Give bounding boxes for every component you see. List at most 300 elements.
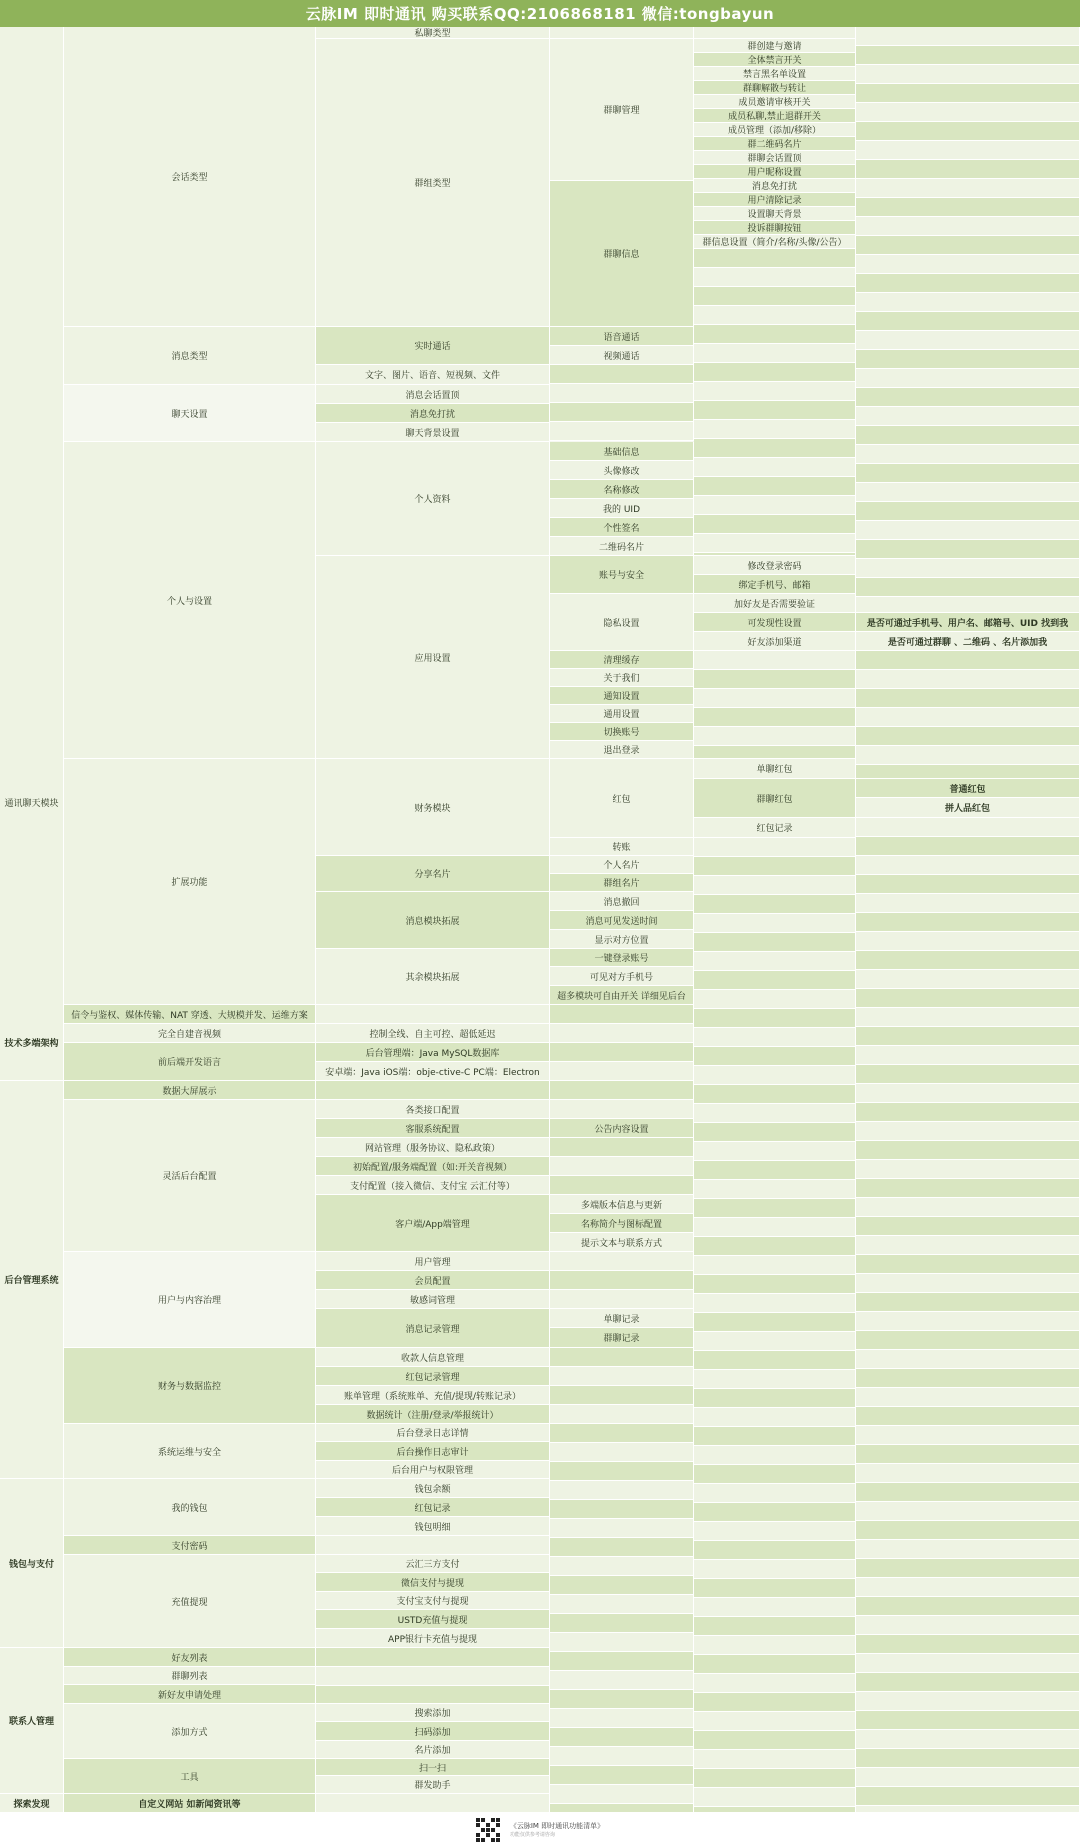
- table-cell-feature: [316, 1610, 550, 1629]
- table-cell-category: [64, 759, 316, 1005]
- cell-label: 退出登录: [603, 746, 640, 756]
- empty-cell: [856, 236, 1080, 255]
- cell-label: 个人与设置: [166, 596, 212, 607]
- empty-cell: [694, 1503, 856, 1522]
- empty-cell: [856, 331, 1080, 350]
- cell-label: 名称简介与图标配置: [580, 1219, 662, 1230]
- cell-label: 普通红包: [949, 784, 986, 795]
- empty-cell: [550, 1405, 694, 1424]
- cell-label: 是否可通过手机号、用户名、邮箱号、UID 找到我: [866, 618, 1069, 629]
- cell-label: 数据统计（注册/登录/举报统计）: [366, 1410, 499, 1421]
- empty-cell: [694, 1104, 856, 1123]
- cell-label: 聊天设置: [171, 409, 208, 420]
- cell-label: 完全自建音视频: [157, 1029, 221, 1040]
- empty-cell: [694, 1047, 856, 1066]
- table-cell-detail: [694, 632, 856, 651]
- cell-label: 其余模块拓展: [405, 973, 460, 983]
- table-cell-subfeature: [550, 518, 694, 537]
- table-cell-feature: [316, 1138, 550, 1157]
- cell-label: 红包: [612, 794, 631, 805]
- empty-cell: [694, 553, 856, 556]
- cell-label: 单聊记录: [603, 1314, 640, 1325]
- empty-cell: [856, 1122, 1080, 1141]
- empty-cell: [694, 534, 856, 553]
- empty-cell: [550, 1747, 694, 1766]
- table-cell-feature: [316, 1442, 550, 1461]
- table-cell-category: [64, 1252, 316, 1348]
- cell-label: 数据大屏展示: [162, 1086, 217, 1097]
- empty-cell: [694, 344, 856, 363]
- table-cell-detail: [694, 81, 856, 95]
- empty-cell: [694, 1446, 856, 1465]
- cell-label: 前后端开发语言: [157, 1058, 221, 1068]
- cell-label: 提示文本与联系方式: [580, 1238, 662, 1249]
- qr-module: [481, 1818, 485, 1822]
- empty-cell: [694, 1294, 856, 1313]
- feature-table: [0, 27, 1080, 1813]
- table-cell-category: [64, 442, 316, 759]
- empty-cell: [550, 1386, 694, 1405]
- empty-cell: [856, 1160, 1080, 1179]
- empty-cell: [694, 27, 856, 39]
- table-cell-note: [856, 798, 1080, 818]
- empty-cell: [550, 1766, 694, 1785]
- empty-cell: [694, 1142, 856, 1161]
- empty-cell: [694, 325, 856, 344]
- empty-cell: [694, 268, 856, 287]
- empty-cell: [856, 1217, 1080, 1236]
- empty-cell: [694, 477, 856, 496]
- empty-cell: [856, 1141, 1080, 1160]
- empty-cell: [550, 1785, 694, 1804]
- cell-label: 视频通话: [603, 351, 640, 362]
- table-cell-feature: [316, 1062, 550, 1081]
- cell-label: 成员邀请审核开关: [738, 98, 811, 108]
- table-cell-feature: [316, 404, 550, 423]
- empty-cell: [856, 597, 1080, 613]
- table-cell-detail: [694, 67, 856, 81]
- cell-label: 好友列表: [171, 1653, 208, 1664]
- table-cell-module: [0, 1794, 64, 1813]
- cell-label: 会话类型: [171, 173, 208, 183]
- empty-cell: [694, 1560, 856, 1579]
- cell-label: 技术多端架构: [4, 1039, 59, 1049]
- table-cell-category: [64, 1348, 316, 1424]
- qr-module: [491, 1828, 495, 1832]
- table-cell-feature: [316, 1157, 550, 1176]
- empty-cell: [856, 1578, 1080, 1597]
- table-cell-category: [64, 1685, 316, 1704]
- table-cell-category: [64, 1555, 316, 1648]
- cell-label: 成员私聊,禁止退群开关: [728, 112, 821, 122]
- empty-cell: [694, 496, 856, 515]
- table-cell-subfeature: [550, 741, 694, 759]
- empty-cell: [856, 1521, 1080, 1540]
- table-cell-subfeature: [550, 1214, 694, 1233]
- qr-module: [476, 1818, 480, 1822]
- empty-cell: [856, 1046, 1080, 1065]
- empty-cell: [856, 483, 1080, 502]
- cell-label: 群聊会话置顶: [747, 154, 802, 164]
- table-cell-detail: [694, 123, 856, 137]
- empty-cell: [856, 27, 1080, 46]
- cell-label: 消息免打扰: [409, 409, 455, 420]
- empty-cell: [856, 1274, 1080, 1293]
- table-cell-feature: [316, 1629, 550, 1648]
- table-cell-subfeature: [550, 594, 694, 651]
- qr-module: [476, 1828, 480, 1832]
- cell-label: 应用设置: [414, 653, 451, 664]
- qr-module: [491, 1838, 495, 1842]
- empty-cell: [856, 765, 1080, 779]
- cell-label: 名片添加: [414, 1746, 451, 1756]
- table-cell-feature: [316, 1290, 550, 1309]
- qr-module: [476, 1833, 480, 1837]
- empty-cell: [550, 1157, 694, 1176]
- table-cell-category: [64, 1100, 316, 1252]
- empty-cell: [550, 1633, 694, 1652]
- empty-cell: [856, 1103, 1080, 1122]
- cell-label: 账号与安全: [598, 571, 644, 581]
- qr-module: [481, 1828, 485, 1832]
- cell-label: 全体禁言开关: [747, 56, 802, 66]
- table-cell-feature: [316, 1100, 550, 1119]
- empty-cell: [550, 1709, 694, 1728]
- table-cell-subfeature: [550, 480, 694, 499]
- empty-cell: [856, 426, 1080, 445]
- empty-cell: [694, 1674, 856, 1693]
- table-cell-feature: [316, 1386, 550, 1405]
- empty-cell: [694, 1237, 856, 1256]
- cell-label: 灵活后台配置: [162, 1172, 217, 1182]
- qr-module: [476, 1823, 480, 1827]
- empty-cell: [856, 1806, 1080, 1813]
- table-cell-feature: [316, 1271, 550, 1290]
- table-cell-module: [0, 1005, 64, 1081]
- empty-cell: [550, 1519, 694, 1538]
- empty-cell: [694, 933, 856, 952]
- cell-label: 新好友申请处理: [157, 1690, 221, 1701]
- empty-cell: [550, 384, 694, 403]
- empty-cell: [694, 1750, 856, 1769]
- empty-cell: [856, 217, 1080, 236]
- cell-label: 系统运维与安全: [157, 1447, 221, 1458]
- cell-label: 财务与数据监控: [157, 1382, 221, 1392]
- cell-label: 群聊列表: [171, 1672, 208, 1682]
- table-cell-feature: [316, 1424, 550, 1442]
- empty-cell: [856, 1483, 1080, 1502]
- empty-cell: [694, 1598, 856, 1617]
- empty-cell: [550, 1424, 694, 1443]
- empty-cell: [550, 1500, 694, 1519]
- empty-cell: [856, 369, 1080, 388]
- cell-label: 客服系统配置: [405, 1124, 460, 1135]
- empty-cell: [550, 365, 694, 384]
- table-cell-subfeature: [550, 759, 694, 838]
- empty-cell: [550, 1100, 694, 1119]
- cell-label: 红包记录: [414, 1503, 451, 1514]
- table-cell-subfeature: [550, 723, 694, 741]
- empty-cell: [694, 670, 856, 689]
- empty-cell: [856, 1331, 1080, 1350]
- table-cell-detail: [694, 207, 856, 221]
- page-title-banner: [0, 0, 1080, 27]
- empty-cell: [856, 651, 1080, 670]
- empty-cell: [856, 1008, 1080, 1027]
- empty-cell: [550, 422, 694, 441]
- table-cell-category: [64, 1648, 316, 1667]
- empty-cell: [856, 1445, 1080, 1464]
- table-cell-feature: [316, 1176, 550, 1195]
- cell-label: 消息类型: [171, 352, 208, 362]
- cell-label: 控制全线、自主可控、超低延迟: [369, 1029, 496, 1040]
- empty-cell: [856, 407, 1080, 426]
- qr-module: [491, 1818, 495, 1822]
- table-cell-feature: [316, 1498, 550, 1517]
- cell-label: 后台操作日志审计: [396, 1447, 469, 1458]
- table-cell-feature: [316, 1517, 550, 1536]
- cell-label: 二维码名片: [598, 542, 644, 553]
- empty-cell: [550, 1690, 694, 1709]
- table-cell-feature: [316, 1722, 550, 1741]
- table-cell-detail: [694, 818, 856, 838]
- empty-cell: [856, 350, 1080, 369]
- table-cell-feature: [316, 385, 550, 404]
- empty-cell: [856, 1179, 1080, 1198]
- empty-cell: [694, 876, 856, 895]
- empty-cell: [550, 1348, 694, 1367]
- qr-module: [496, 1833, 500, 1837]
- empty-cell: [694, 382, 856, 401]
- empty-cell: [856, 1388, 1080, 1407]
- table-cell-feature: [316, 1759, 550, 1776]
- empty-cell: [694, 1788, 856, 1807]
- empty-cell: [550, 1614, 694, 1633]
- empty-cell: [856, 894, 1080, 913]
- empty-cell: [694, 1066, 856, 1085]
- table-cell-category: [64, 1479, 316, 1536]
- empty-cell: [550, 1005, 694, 1024]
- empty-cell: [856, 1559, 1080, 1578]
- table-cell-note: [856, 632, 1080, 651]
- table-cell-detail: [694, 759, 856, 779]
- table-cell-subfeature: [550, 967, 694, 986]
- empty-cell: [550, 1271, 694, 1290]
- cell-label: 微信支付与提现: [400, 1578, 464, 1589]
- cell-label: 消息会话置顶: [405, 390, 460, 401]
- empty-cell: [694, 439, 856, 458]
- cell-label: 可发现性设置: [747, 618, 802, 629]
- empty-cell: [694, 1712, 856, 1731]
- table-cell-detail: [694, 95, 856, 109]
- cell-label: 群组名片: [603, 879, 640, 889]
- table-cell-subfeature: [550, 687, 694, 705]
- table-cell-subfeature: [550, 1119, 694, 1138]
- table-cell-subfeature: [550, 669, 694, 687]
- cell-label: 消息模块拓展: [405, 916, 460, 927]
- empty-cell: [856, 1540, 1080, 1559]
- cell-label: 钱包明细: [414, 1522, 451, 1533]
- empty-cell: [856, 1749, 1080, 1768]
- empty-cell: [856, 689, 1080, 708]
- table-cell-detail: [694, 109, 856, 123]
- table-cell-module: [0, 1081, 64, 1479]
- cell-label: 分享名片: [414, 870, 451, 880]
- qr-module: [486, 1828, 490, 1832]
- cell-label: 敏感词管理: [409, 1295, 455, 1306]
- empty-cell: [694, 306, 856, 325]
- table-cell-detail: [694, 137, 856, 151]
- table-cell-detail: [694, 53, 856, 67]
- table-cell-feature: [316, 1405, 550, 1424]
- table-cell-detail: [694, 613, 856, 632]
- empty-cell: [694, 1123, 856, 1142]
- qr-module: [481, 1833, 485, 1837]
- cell-label: 群聊信息: [603, 250, 640, 260]
- table-cell-detail: [694, 575, 856, 594]
- table-cell-feature: [316, 856, 550, 892]
- cell-label: 搜索添加: [414, 1709, 451, 1719]
- empty-cell: [856, 1654, 1080, 1673]
- table-cell-subfeature: [550, 986, 694, 1005]
- cell-label: 群聊红包: [756, 794, 793, 805]
- cell-label: 群二维码名片: [747, 140, 802, 150]
- cell-label: 后台管理端：Java MySQL数据库: [365, 1048, 500, 1059]
- empty-cell: [694, 746, 856, 759]
- empty-cell: [856, 1312, 1080, 1331]
- empty-cell: [694, 420, 856, 439]
- table-cell-detail: [694, 556, 856, 575]
- empty-cell: [694, 1636, 856, 1655]
- table-cell-detail: [694, 193, 856, 207]
- cell-label: 消息撤回: [603, 897, 640, 908]
- table-cell-subfeature: [550, 442, 694, 461]
- cell-label: 扫一扫: [418, 1763, 446, 1774]
- cell-label: 群创建与邀请: [747, 42, 802, 52]
- empty-cell: [856, 913, 1080, 932]
- empty-cell: [856, 160, 1080, 179]
- table-cell-category: [64, 27, 316, 327]
- empty-cell: [694, 971, 856, 990]
- footer: [0, 1813, 1080, 1846]
- empty-cell: [856, 951, 1080, 970]
- empty-cell: [856, 312, 1080, 331]
- table-cell-feature: [316, 1024, 550, 1043]
- empty-cell: [694, 515, 856, 534]
- qr-module: [481, 1823, 485, 1827]
- table-cell-module: [0, 1479, 64, 1648]
- empty-cell: [694, 363, 856, 382]
- table-cell-category: [64, 385, 316, 442]
- cell-label: 通知设置: [603, 692, 640, 702]
- cell-label: 添加方式: [171, 1727, 208, 1738]
- cell-label: 单聊红包: [756, 765, 793, 775]
- table-cell-note: [856, 613, 1080, 632]
- empty-cell: [550, 1176, 694, 1195]
- qr-module: [491, 1833, 495, 1837]
- empty-cell: [856, 1768, 1080, 1787]
- table-cell-feature: [316, 365, 550, 385]
- cell-label: USTD充值与提现: [397, 1615, 468, 1626]
- empty-cell: [856, 1084, 1080, 1103]
- cell-label: 实时通话: [414, 342, 451, 352]
- empty-cell: [550, 1481, 694, 1500]
- cell-label: 名称修改: [603, 485, 640, 496]
- empty-cell: [856, 521, 1080, 540]
- cell-label: 群聊记录: [603, 1334, 640, 1344]
- empty-cell: [856, 1711, 1080, 1730]
- empty-cell: [550, 1443, 694, 1462]
- empty-cell: [694, 1484, 856, 1503]
- empty-cell: [856, 1293, 1080, 1312]
- table-cell-subfeature: [550, 892, 694, 911]
- cell-label: 拼人品红包: [944, 804, 990, 814]
- table-cell-feature: [316, 1704, 550, 1722]
- empty-cell: [694, 1028, 856, 1047]
- empty-cell: [550, 1043, 694, 1062]
- cell-label: 聊天背景设置: [405, 428, 460, 439]
- table-cell-category: [64, 1704, 316, 1759]
- table-cell-category: [64, 1005, 316, 1024]
- empty-cell: [694, 727, 856, 746]
- empty-cell: [856, 141, 1080, 160]
- table-cell-subfeature: [550, 346, 694, 365]
- empty-cell: [550, 1557, 694, 1576]
- empty-cell: [694, 1009, 856, 1028]
- qr-module: [486, 1818, 490, 1822]
- table-cell-detail: [694, 165, 856, 179]
- cell-label: 用户昵称设置: [747, 168, 802, 178]
- empty-cell: [694, 1617, 856, 1636]
- empty-cell: [694, 895, 856, 914]
- cell-label: 一键登录账号: [594, 954, 649, 964]
- empty-cell: [856, 1027, 1080, 1046]
- empty-cell: [694, 249, 856, 268]
- empty-cell: [856, 727, 1080, 746]
- empty-cell: [694, 1085, 856, 1104]
- table-cell-feature: [316, 892, 550, 949]
- cell-label: 后台管理系统: [4, 1276, 59, 1286]
- qr-module: [491, 1823, 495, 1827]
- empty-cell: [694, 1275, 856, 1294]
- cell-label: 财务模块: [414, 803, 451, 814]
- empty-cell: [550, 1462, 694, 1481]
- table-cell-subfeature: [550, 1328, 694, 1348]
- table-cell-category: [64, 1081, 316, 1100]
- empty-cell: [856, 1236, 1080, 1255]
- qr-module: [496, 1818, 500, 1822]
- footer-subtext: 功能仅供参考请咨询: [509, 1832, 555, 1838]
- cell-label: 自定义网站 如新闻资讯等: [138, 1799, 241, 1810]
- table-cell-category: [64, 1794, 316, 1813]
- empty-cell: [856, 1673, 1080, 1692]
- table-cell-feature: [316, 1367, 550, 1386]
- table-cell-feature: [316, 1573, 550, 1592]
- empty-cell: [694, 651, 856, 670]
- cell-label: 初始配置/服务端配置（如:开关音视频）: [352, 1162, 513, 1173]
- table-cell-note: [856, 779, 1080, 798]
- cell-label: 消息免打扰: [751, 182, 797, 192]
- empty-cell: [550, 1138, 694, 1157]
- empty-cell: [694, 1693, 856, 1712]
- cell-label: 头像修改: [603, 466, 640, 477]
- empty-cell: [856, 1426, 1080, 1445]
- cell-label: APP银行卡充值与提现: [387, 1634, 477, 1645]
- table-cell-module: [0, 1648, 64, 1794]
- empty-cell: [856, 875, 1080, 894]
- cell-label: 钱包与支付: [8, 1559, 54, 1570]
- empty-cell: [856, 1787, 1080, 1806]
